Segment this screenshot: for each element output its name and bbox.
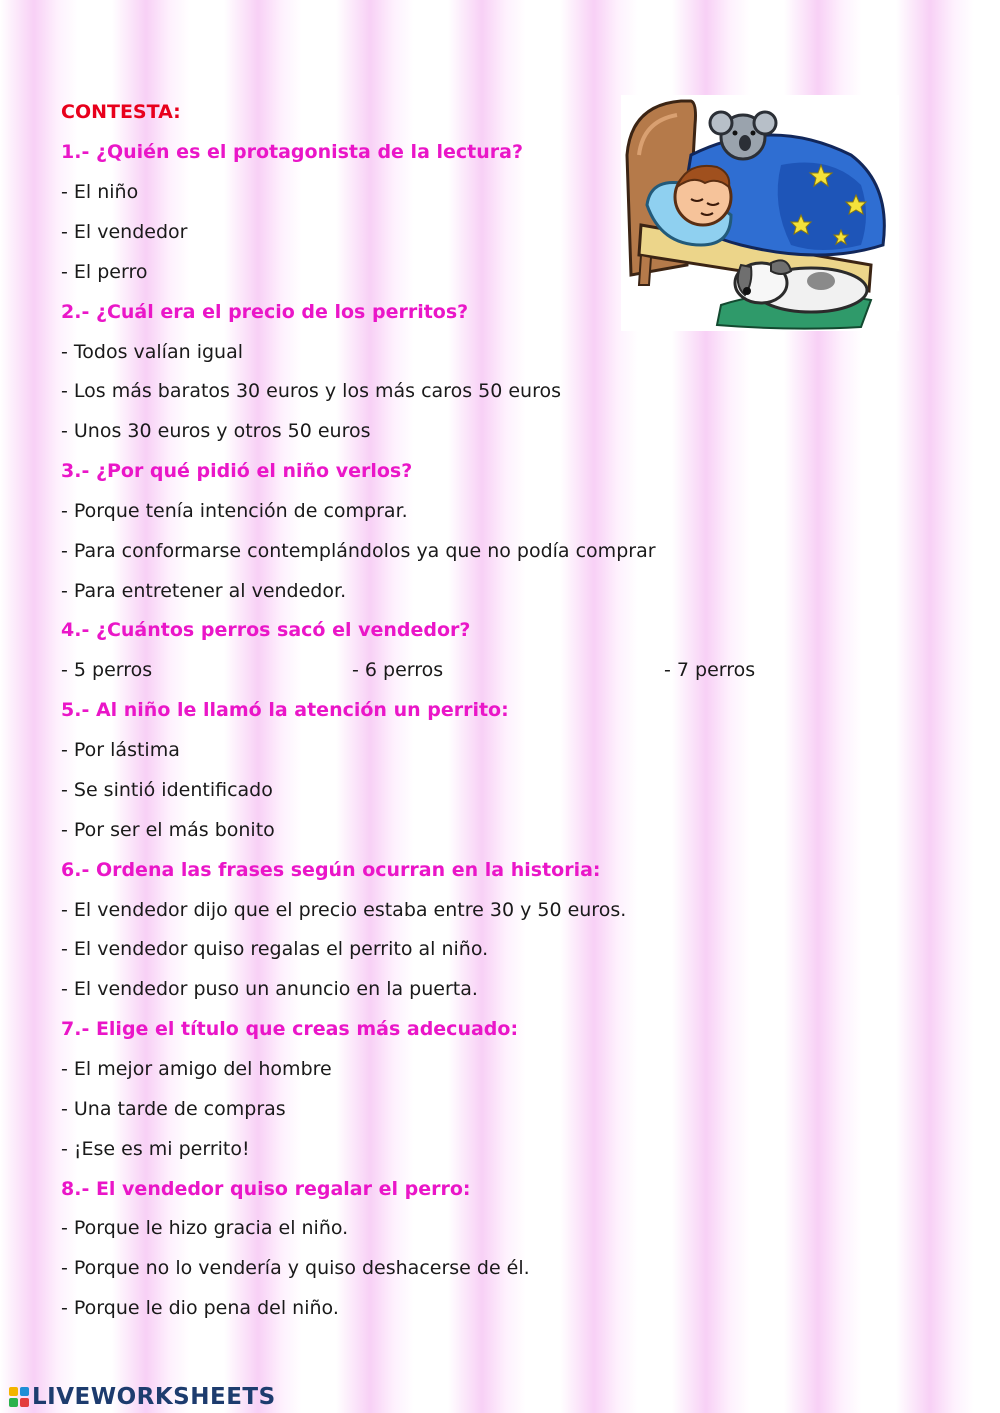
brand-name: LIVEWORKSHEETS xyxy=(32,1384,276,1410)
q2-option-1[interactable]: - Todos valían igual xyxy=(61,341,243,363)
q8-option-3[interactable]: - Porque le dio pena del niño. xyxy=(61,1297,339,1319)
q5-option-2[interactable]: - Se sintió identificado xyxy=(61,779,273,801)
q1-option-2[interactable]: - El vendedor xyxy=(61,221,188,243)
q2-option-2[interactable]: - Los más baratos 30 euros y los más caros 50 euros xyxy=(61,380,562,402)
q5-option-3[interactable]: - Por ser el más bonito xyxy=(61,819,275,841)
liveworksheets-logo xyxy=(8,1383,276,1411)
sleeping-boy-illustration xyxy=(621,95,899,331)
q4-option-3[interactable]: - 7 perros xyxy=(664,659,756,681)
q7-option-2[interactable]: - Una tarde de compras xyxy=(61,1098,286,1120)
q8-option-2[interactable]: - Porque no lo vendería y quiso deshacerse de él. xyxy=(61,1257,530,1279)
question-4: 4.- ¿Cuántos perros sacó el vendedor? xyxy=(61,619,471,641)
question-6: 6.- Ordena las frases según ocurran en la historia: xyxy=(61,859,601,881)
q6-option-1[interactable]: - El vendedor dijo que el precio estaba entre 30 y 50 euros. xyxy=(61,899,627,921)
sleeping-boy-with-dog-icon xyxy=(621,95,899,331)
q6-option-3[interactable]: - El vendedor puso un anuncio en la puerta. xyxy=(61,978,478,1000)
question-1: 1.- ¿Quién es el protagonista de la lectura? xyxy=(61,141,523,163)
q5-option-1[interactable]: - Por lástima xyxy=(61,739,180,761)
q4-option-1[interactable]: - 5 perros xyxy=(61,659,153,681)
q3-option-2[interactable]: - Para conformarse contemplándolos ya que no podía comprar xyxy=(61,540,656,562)
question-3: 3.- ¿Por qué pidió el niño verlos? xyxy=(61,460,413,482)
question-5: 5.- Al niño le llamó la atención un perrito: xyxy=(61,699,509,721)
q2-option-3[interactable]: - Unos 30 euros y otros 50 euros xyxy=(61,420,371,442)
q7-option-3[interactable]: - ¡Ese es mi perrito! xyxy=(61,1138,250,1160)
q4-option-2[interactable]: - 6 perros xyxy=(352,659,444,681)
q6-option-2[interactable]: - El vendedor quiso regalas el perrito al niño. xyxy=(61,938,489,960)
q3-option-3[interactable]: - Para entretener al vendedor. xyxy=(61,580,347,602)
q3-option-1[interactable]: - Porque tenía intención de comprar. xyxy=(61,500,408,522)
q8-option-1[interactable]: - Porque le hizo gracia el niño. xyxy=(61,1217,349,1239)
q1-option-1[interactable]: - El niño xyxy=(61,181,139,203)
q1-option-3[interactable]: - El perro xyxy=(61,261,148,283)
q7-option-1[interactable]: - El mejor amigo del hombre xyxy=(61,1058,332,1080)
question-7: 7.- Elige el título que creas más adecuado: xyxy=(61,1018,519,1040)
liveworksheets-logo-icon xyxy=(8,1386,30,1408)
instruction-heading: CONTESTA: xyxy=(61,101,181,123)
question-8: 8.- El vendedor quiso regalar el perro: xyxy=(61,1178,471,1200)
question-2: 2.- ¿Cuál era el precio de los perritos? xyxy=(61,301,469,323)
